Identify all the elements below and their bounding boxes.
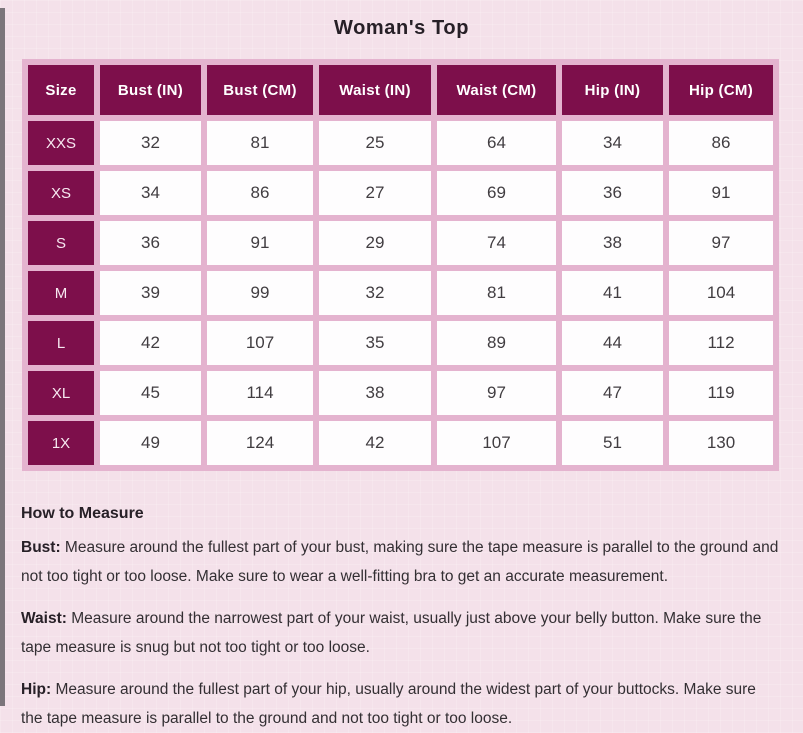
column-header-waist-in: Waist (IN) (319, 65, 431, 115)
column-header-hip-in: Hip (IN) (562, 65, 663, 115)
measurement-value: 119 (669, 371, 773, 415)
measure-label: Hip: (21, 681, 56, 698)
column-header-bust-cm: Bust (CM) (207, 65, 313, 115)
size-label: M (28, 271, 94, 315)
how-to-measure-heading: How to Measure (21, 505, 144, 522)
measurement-value: 64 (437, 121, 556, 165)
size-label: L (28, 321, 94, 365)
column-header-waist-cm: Waist (CM) (437, 65, 556, 115)
measurement-value: 114 (207, 371, 313, 415)
measurement-value: 38 (319, 371, 431, 415)
measurement-value: 42 (100, 321, 201, 365)
measurement-value: 36 (562, 171, 663, 215)
column-header-bust-in: Bust (IN) (100, 65, 201, 115)
window-left-edge (0, 8, 5, 706)
size-chart-table (22, 59, 779, 471)
size-label: XXS (28, 121, 94, 165)
measure-instructions (21, 533, 782, 733)
measurement-value: 81 (207, 121, 313, 165)
measurement-value: 86 (207, 171, 313, 215)
size-row-m (28, 271, 773, 315)
measurement-value: 25 (319, 121, 431, 165)
measurement-value: 47 (562, 371, 663, 415)
measure-label: Bust: (21, 539, 65, 556)
measurement-value: 38 (562, 221, 663, 265)
size-row-xxs (28, 121, 773, 165)
measurement-value: 130 (669, 421, 773, 465)
measurement-value: 104 (669, 271, 773, 315)
measurement-value: 81 (437, 271, 556, 315)
measurement-value: 107 (207, 321, 313, 365)
how-to-measure-section (0, 505, 803, 733)
measurement-value: 97 (437, 371, 556, 415)
measurement-value: 99 (207, 271, 313, 315)
size-chart-header-row (28, 65, 773, 115)
size-label: XL (28, 371, 94, 415)
measurement-value: 86 (669, 121, 773, 165)
size-label: XS (28, 171, 94, 215)
measurement-value: 107 (437, 421, 556, 465)
measurement-value: 32 (319, 271, 431, 315)
size-label: 1X (28, 421, 94, 465)
measurement-value: 29 (319, 221, 431, 265)
measurement-value: 41 (562, 271, 663, 315)
measurement-value: 51 (562, 421, 663, 465)
measurement-value: 49 (100, 421, 201, 465)
measurement-value: 44 (562, 321, 663, 365)
measurement-value: 27 (319, 171, 431, 215)
measure-instruction-hip: Hip: Measure around the fullest part of your hip, usually around the widest part of your buttocks. Make sure the tape measure is parallel to the ground and not too tight or too loose. (21, 681, 756, 727)
measurement-value: 91 (207, 221, 313, 265)
size-chart-body (28, 121, 773, 465)
measurement-value: 74 (437, 221, 556, 265)
page-title: Woman's Top (333, 17, 470, 39)
measurement-value: 34 (100, 171, 201, 215)
size-row-l (28, 321, 773, 365)
measure-label: Waist: (21, 610, 72, 627)
measurement-value: 36 (100, 221, 201, 265)
measurement-value: 69 (437, 171, 556, 215)
measurement-value: 91 (669, 171, 773, 215)
measurement-value: 34 (562, 121, 663, 165)
measurement-value: 97 (669, 221, 773, 265)
size-row-xl (28, 371, 773, 415)
column-header-hip-cm: Hip (CM) (669, 65, 773, 115)
size-row-xs (28, 171, 773, 215)
column-header-size: Size (28, 65, 94, 115)
measurement-value: 124 (207, 421, 313, 465)
size-row-s (28, 221, 773, 265)
measurement-value: 42 (319, 421, 431, 465)
measurement-value: 45 (100, 371, 201, 415)
measure-instruction-bust: Bust: Measure around the fullest part of your bust, making sure the tape measure is parallel to the ground and not too tight or too loose. Make sure to wear a well-fitting bra to get an accurate measurement. (21, 539, 779, 585)
measurement-value: 39 (100, 271, 201, 315)
size-label: S (28, 221, 94, 265)
measure-instruction-waist: Waist: Measure around the narrowest part of your waist, usually just above your belly button. Make sure the tape measure is snug but not too tight or too loose. (21, 610, 762, 656)
measurement-value: 112 (669, 321, 773, 365)
size-row-1x (28, 421, 773, 465)
measurement-value: 89 (437, 321, 556, 365)
measurement-value: 35 (319, 321, 431, 365)
measurement-value: 32 (100, 121, 201, 165)
